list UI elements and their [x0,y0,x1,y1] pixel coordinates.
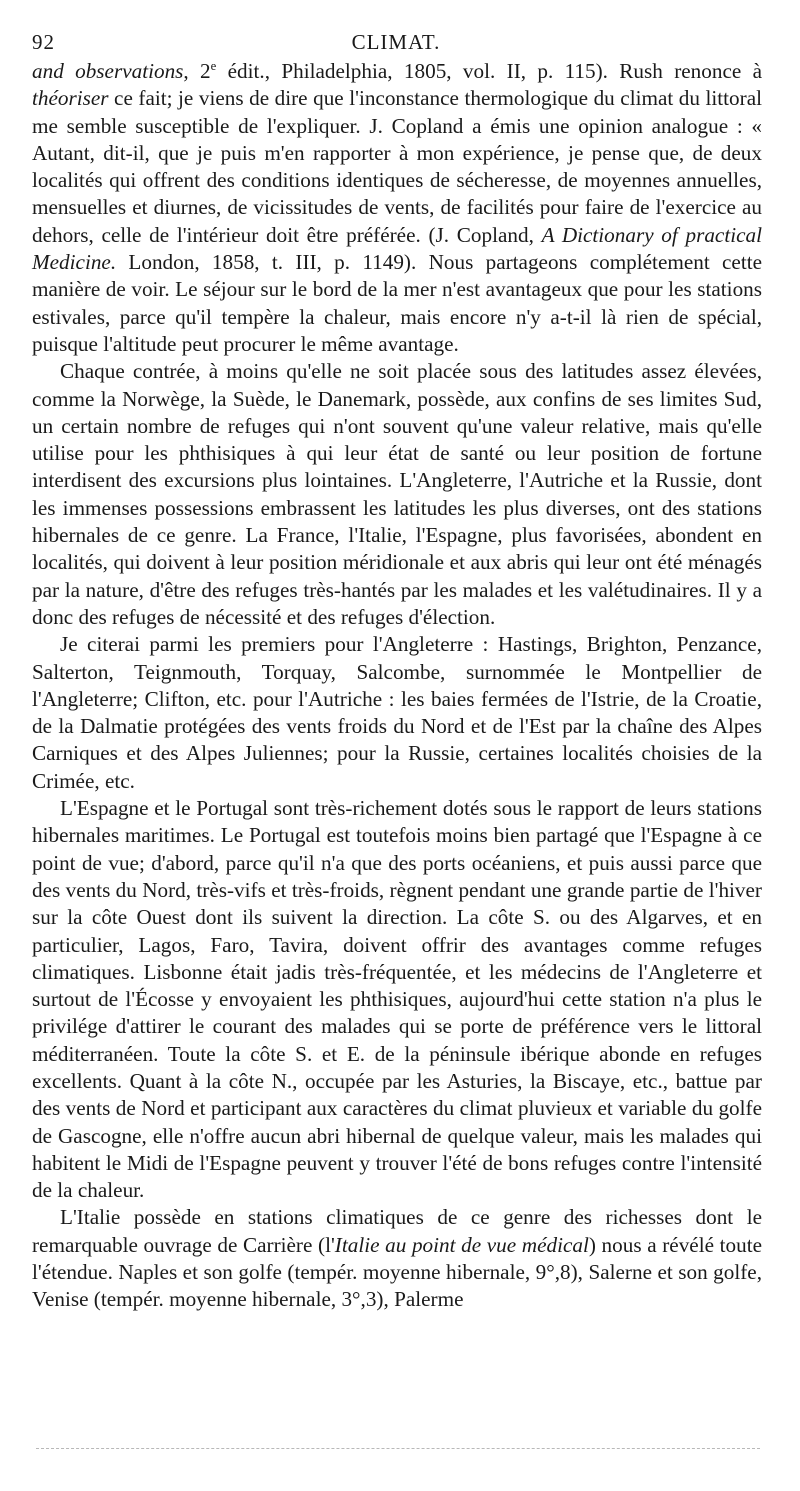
text-run: Chaque contrée, à moins qu'elle ne soit placée sous des latitudes assez élevées, comme la Norwège, la Suède, le Danemark, possède, aux confins de ses limites Sud, un certain nombre de refuges qui n'ont souvent qu'une valeur relative, mais qu'elle utilise pour les phthisiques à qui leur état de santé ou leur position de fortune interdisent des excursions plus lointaines. L'Angleterre, l'Autriche et la Russie, dont les immenses possessions embrassent les latitudes les plus diverses, ont des stations hibernales de ce genre. La France, l'Italie, l'Espagne, plus favorisées, abondent en localités, qui doivent à leur position méridionale et aux abris qui leur ont été ménagés par la nature, d'être des refuges très-hantés par les malades et les valétudinaires. Il y a donc des refuges de nécessité et des refuges d'élection. [32,359,762,629]
text-run: L'Italie possède en stations climatiques de ce genre des richesses dont le remarquable ouvrage de Carrière (l' [32,1205,762,1257]
paragraph [32,1204,762,1313]
text-run: L'Espagne et le Portugal sont très-richement dotés sous le rapport de leurs stations hibernales maritimes. Le Portugal est toutefois moins bien partagé que l'Espagne à ce point de vue; d'abord, parce qu'il n'a que des ports océaniens, et puis aussi parce que des vents du Nord, très-vifs et très-froids, règnent pendant une grande partie de l'hiver sur la côte Ouest dont ils suivent la direction. La côte S. ou des Algarves, et en particulier, Lagos, Faro, Tavira, doivent offrir des avantages comme refuges climatiques. Lisbonne était jadis très-fréquentée, et les médecins de l'Angleterre et surtout de l'Écosse y envoyaient les phthisiques, aujourd'hui cette station n'a plus le privilége d'attirer le courant des malades qui se porte de préférence vers le littoral méditerranéen. Toute la côte S. et E. de la péninsule ibérique abonde en refuges excellents. Quant à la côte N., occupée par les Asturies, la Biscaye, etc., battue par des vents de Nord et participant aux caractères du climat pluvieux et variable du golfe de Gascogne, elle n'offre aucun abri hibernal de quelque valeur, mais les malades qui habitent le Midi de l'Espagne peuvent y trouver l'été de bons refuges contre l'intensité de la chaleur. [32,796,762,1203]
text-run: ce fait; je viens de dire que l'inconstance thermologique du climat du littoral me semble susceptible de l'expliquer. J. Copland a émis une opinion analogue : « Autant, dit-il, que je puis m'en rapporter à mon expérience, je pense que, de deux localités qui offrent des conditions identiques de sécheresse, de moyennes annuelles, mensuelles et diurnes, de vicissitudes de vents, de facilités pour faire de l'exercice au dehors, celle de l'intérieur doit être préférée. (J. Copland, [32,86,762,247]
italic-text: and observations [32,59,184,83]
text-run: ) nous a révélé toute l'étendue. Naples et son golfe (tempér. moyenne hibernale, 9°,8), Salerne et son golfe, Venise (tempér. moyenne hibernale, 3°,3), Palerme [32,1232,762,1312]
paragraph [32,358,762,631]
running-head [32,30,760,58]
text-run: London, 1858, t. III, p. 1149). Nous partageons complétement cette manière de voir. Le séjour sur le bord de la mer n'est avantageux que pour les stations estivales, parce qu'il tempère la chaleur, mais encore n'y a-t-il là rien de spécial, puisque l'altitude peut procurer le même avantage. [32,250,762,356]
body-text [32,58,762,1314]
footer-rule [36,1448,760,1449]
text-run: , 2 [183,59,211,83]
page-number: 92 [32,30,55,54]
italic-text: Italie au point de vue médical [334,1232,589,1257]
running-title: CLIMAT. [351,30,441,54]
superscript-text: e [210,58,217,73]
text-run: édit., Philadelphia, 1805, vol. II, p. 115). Rush renonce à [216,59,762,83]
italic-text: A Dictionary of practical Medicine. [32,222,762,275]
paragraph [32,58,762,358]
paragraph [32,795,762,1204]
italic-text: théoriser [32,86,109,111]
text-run: Je citerai parmi les premiers pour l'Angleterre : Hastings, Brighton, Penzance, Salterton, Teignmouth, Torquay, Salcombe, surnommée le Montpellier de l'Angleterre; Clifton, etc. pour l'Autriche : les baies fermées de l'Istrie, de la Croatie, de la Dalmatie protégées des vents froids du Nord et de l'Est par la chaîne des Alpes Carniques et des Alpes Juliennes; pour la Russie, certaines localités choisies de la Crimée, etc. [32,632,762,793]
paragraph [32,631,762,795]
